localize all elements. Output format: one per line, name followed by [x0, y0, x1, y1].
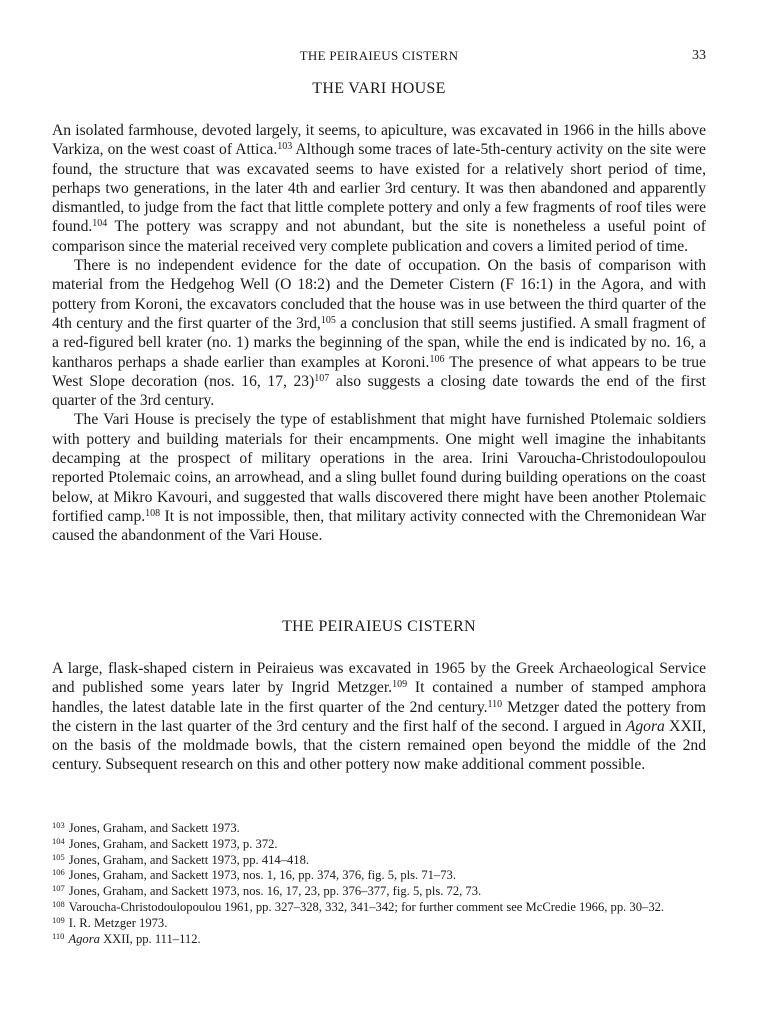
footnote: $^{105}$ Jones, Graham, and Sackett 1973, pp. 414–418. — [52, 851, 310, 867]
footnote: $^{104}$ Jones, Graham, and Sackett 1973, p. 372. — [52, 835, 278, 851]
footnote: $^{106}$ Jones, Graham, and Sackett 1973, nos. 1, 16, pp. 374, 376, fig. 5, pls. 71–73. — [52, 867, 456, 883]
footnote-ref: 103 — [277, 141, 293, 153]
footnote-ref: 107 — [314, 372, 330, 384]
footnote-ref: 106 — [429, 353, 445, 365]
footnote-ref: 104 — [92, 218, 108, 230]
section-heading-peiraieus-cistern: THE PEIRAIEUS CISTERN — [282, 618, 476, 635]
section-peiraieus-body — [52, 659, 706, 775]
footnote-ref: 110 — [487, 698, 503, 710]
footnote: $^{103}$ Jones, Graham, and Sackett 1973. — [52, 820, 240, 835]
footnote-ref: 108 — [145, 507, 161, 519]
section-vari-house-body — [52, 121, 706, 546]
running-title: THE PEIRAIEUS CISTERN — [299, 48, 459, 63]
paragraph: There is no independent evidence for the date of occupation. On the basis of comparison with material from the Hedgehog Well (O 18:2) and the Demeter Cistern (F 16:1) in the Agora, and with pottery from Koroni, the excavators concluded that the house was in use between the third quarter of the 4th century and the first quarter of the 3rd,$^{105}$ a conclusion that still seems justified. A small fragment of a red-figured bell krater (no. 1) marks the beginning of the span, while the end is indicated by no. 16, a kantharos perhaps a shade earlier than examples at Koroni.$^{106}$ The presence of what appears to be true West Slope decoration (nos. 16, 17, 23)$^{107}$ also suggests a closing date towards the end of the first quarter of the 3rd century. — [52, 257, 706, 410]
footnote: $^{108}$ Varoucha-Christodoulopoulou 1961, pp. 327–328, 332, 341–342; for further comment see McCredie 1966, pp. 30–32. — [52, 898, 665, 914]
footnote: $^{110}$ Agora XXII, pp. 111–112. — [52, 930, 201, 946]
section-heading-vari-house: THE VARI HOUSE — [312, 80, 446, 97]
paragraph: A large, flask-shaped cistern in Peiraieus was excavated in 1965 by the Greek Archaeological Service and published some years later by Ingrid Metzger.$^{109}$ It contained a number of stamped amphora handles, the latest datable late in the first quarter of the 2nd century.$^{110}$ Metzger dated the pottery from the cistern in the last quarter of the 3rd century and the first half of the second. I argued in Agora XXII, on the basis of the moldmade bowls, that the cistern remained open beyond the middle of the 2nd century. Subsequent research on this and other pottery now make additional comment possible. — [52, 660, 706, 774]
page-number: 33 — [692, 48, 706, 63]
footnote-ref: 105 — [320, 314, 336, 326]
running-head — [52, 48, 706, 68]
footnote: $^{107}$ Jones, Graham, and Sackett 1973, nos. 16, 17, 23, pp. 376–377, fig. 5, pls. 72, 73. — [52, 883, 482, 899]
footnotes — [52, 821, 706, 947]
footnote-ref: 109 — [392, 679, 408, 691]
footnote: $^{109}$ I. R. Metzger 1973. — [52, 914, 168, 930]
paragraph: An isolated farmhouse, devoted largely, it seems, to apiculture, was excavated in 1966 in the hills above Varkiza, on the west coast of Attica.$^{103}$ Although some traces of late-5th-century activity on the site were found, the structure that was excavated seems to have existed for a relatively short period of time, perhaps two generations, in the later 4th and earlier 3rd century. It was then abandoned and apparently dismantled, to judge from the fact that little complete pottery and only a few fragments of roof tiles were found.$^{104}$ The pottery was scrappy and not abundant, but the site is nonetheless a useful point of comparison since the material received very complete publication and covers a limited period of time. — [52, 122, 706, 255]
paragraph: The Vari House is precisely the type of establishment that might have furnished Ptolemaic soldiers with pottery and building materials for their encampments. One might well imagine the inhabitants decamping at the prospect of military operations in the area. Irini Varoucha-Christodoulopoulou reported Ptolemaic coins, an arrowhead, and a sling bullet found during building operations on the coast below, at Mikro Kavouri, and suggested that walls discovered there might have been another Ptolemaic fortified camp.$^{108}$ It is not impossible, then, that military activity connected with the Chremonidean War caused the abandonment of the Vari House. — [52, 411, 706, 545]
